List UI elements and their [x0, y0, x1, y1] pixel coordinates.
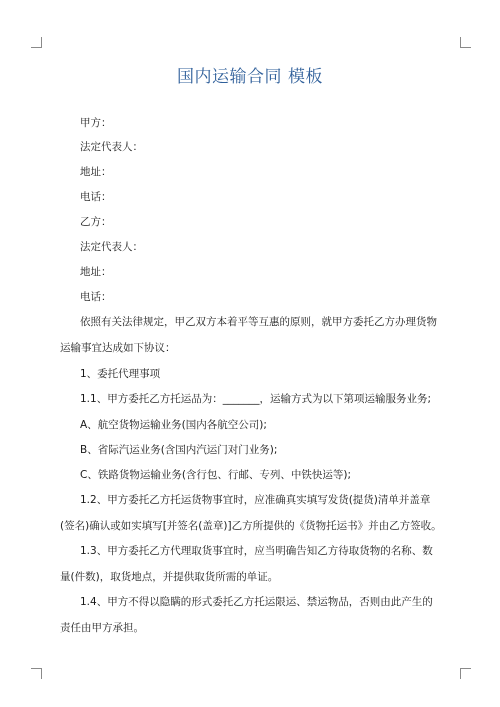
crop-mark-top-left [31, 37, 42, 48]
party-a-label: 甲方： [80, 117, 112, 129]
party-b-rep-label: 法定代表人： [80, 241, 143, 253]
option-c: C、铁路货物运输业务(含行包、行邮、专列、中铁快运等); [80, 469, 352, 481]
option-b: B、省际汽运业务(含国内汽运门对门业务); [80, 444, 278, 456]
party-a-address-label: 地址： [80, 166, 112, 178]
clause-1-3: 1.3、甲方委托乙方代理取货事宜时，应当明确告知乙方待取货物的名称、数量(件数)，取货地点，并提供取货所需的单证。 [60, 545, 433, 583]
party-b-address-label: 地址： [80, 266, 112, 278]
party-b-label: 乙方： [80, 216, 112, 228]
party-a-rep-label: 法定代表人： [80, 141, 143, 153]
clause-1-2: 1.2、甲方委托乙方托运货物事宜时，应准确真实填写发货(提货)清单并盖章(签名)确认或如实填写[并签名(盖章)]乙方所提供的《货物托运书》并由乙方签收。 [60, 494, 442, 532]
clause-1-1: 1.1、甲方委托乙方托运品为：_______，运输方式为以下第项运输服务业务; [80, 393, 431, 405]
section-1-heading: 1、委托代理事项 [80, 368, 161, 380]
document-title: 国内运输合同 模板 [177, 67, 323, 87]
intro-paragraph: 依照有关法律规定，甲乙双方本着平等互惠的原则，就甲方委托乙方办理货物运输事宜达成如下协议： [60, 316, 437, 354]
clause-1-4: 1.4、甲方不得以隐瞒的形式委托乙方托运限运、禁运物品，否则由此产生的责任由甲方承担。 [60, 596, 433, 634]
option-a: A、航空货物运输业务(国内各航空公司); [80, 419, 267, 431]
crop-mark-top-right [460, 37, 471, 48]
party-a-phone-label: 电话： [80, 191, 112, 203]
crop-mark-bottom-left [31, 668, 42, 679]
crop-mark-bottom-right [460, 668, 471, 679]
party-b-phone-label: 电话： [80, 291, 112, 303]
